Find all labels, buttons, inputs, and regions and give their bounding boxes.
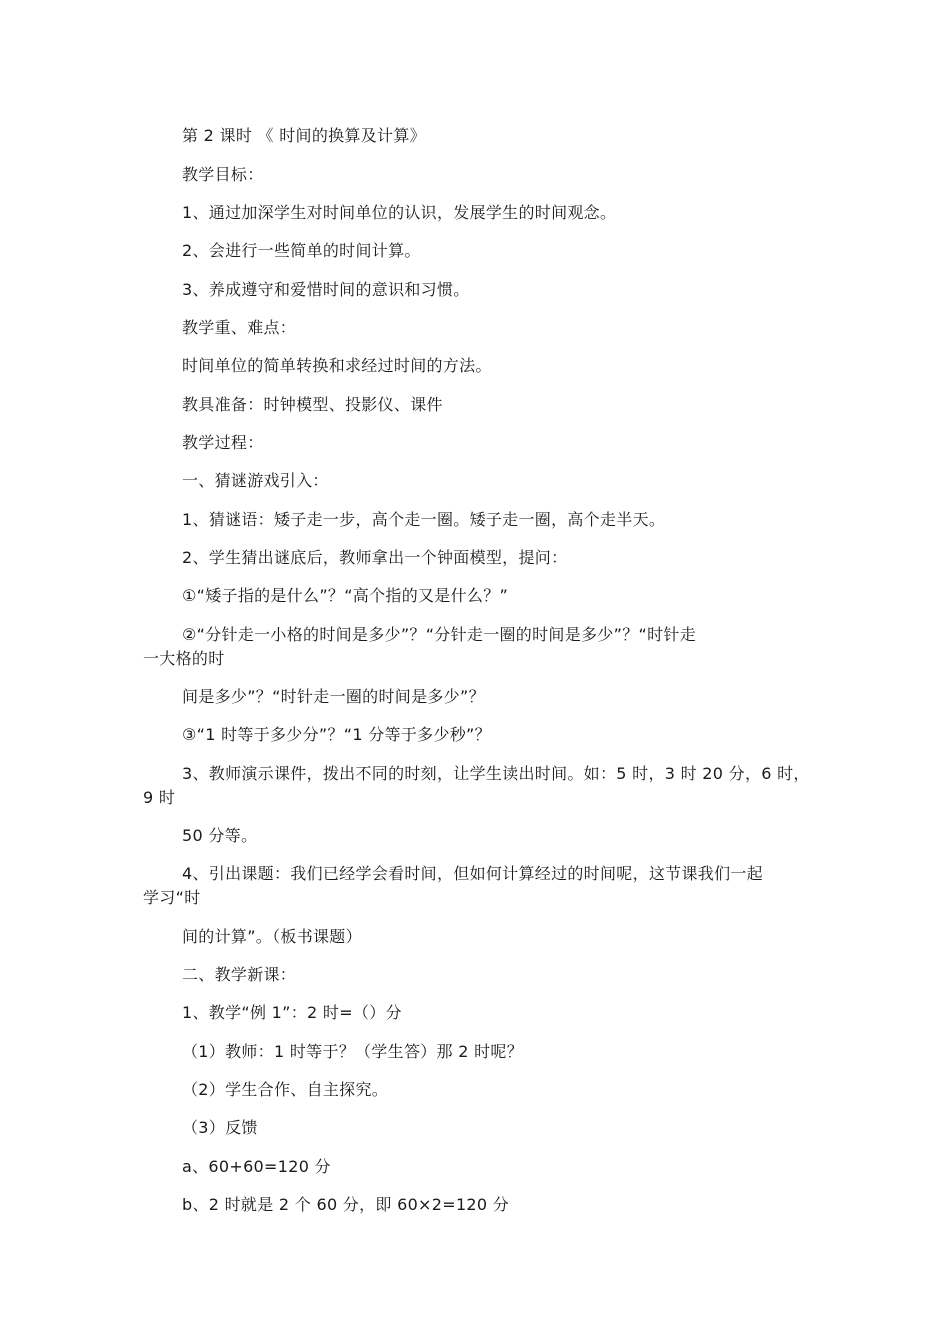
paragraph-wrap: 学习“时 <box>143 888 201 907</box>
paragraph: 4、引出课题：我们已经学会看时间，但如何计算经过的时间呢，这节课我们一起 <box>182 864 763 883</box>
question-2-wrap: 一大格的时 <box>143 649 225 668</box>
step-3: （3）反馈 <box>182 1118 258 1137</box>
lesson-title: 第 2 课时 《 时间的换算及计算》 <box>182 126 426 145</box>
answer-a: a、60+60=120 分 <box>182 1157 331 1176</box>
answer-b: b、2 时就是 2 个 60 分，即 60×2=120 分 <box>182 1195 510 1214</box>
question-3: ③“1 时等于多少分”？“1 分等于多少秒”？ <box>182 725 491 744</box>
paragraph: 2、学生猜出谜底后，教师拿出一个钟面模型，提问： <box>182 548 568 567</box>
step-1: （1）教师：1 时等于？（学生答）那 2 时呢？ <box>182 1042 523 1061</box>
example-1: 1、教学“例 1”：2 时=（）分 <box>182 1003 402 1022</box>
paragraph-cont: 间的计算”。（板书课题） <box>182 927 362 946</box>
paragraph-wrap: 9 时 <box>143 788 176 807</box>
question-2-cont: 间是多少”？“时针走一圈的时间是多少”？ <box>182 687 485 706</box>
question-2: ②“分针走一小格的时间是多少”？“分针走一圈的时间是多少”？“时针走 <box>182 625 696 644</box>
key-points-text: 时间单位的简单转换和求经过时间的方法。 <box>182 356 492 375</box>
section-2-heading: 二、教学新课： <box>182 965 297 984</box>
section-1-heading: 一、猜谜游戏引入： <box>182 471 329 490</box>
heading-objectives: 教学目标： <box>182 165 264 184</box>
paragraph: 1、猜谜语：矮子走一步，高个走一圈。矮子走一圈，高个走半天。 <box>182 510 666 529</box>
paragraph: 3、教师演示课件，拨出不同的时刻，让学生读出时间。如：5 时，3 时 20 分，6 时， <box>182 764 810 783</box>
objective-3: 3、养成遵守和爱惜时间的意识和习惯。 <box>182 280 470 299</box>
teaching-aids: 教具准备：时钟模型、投影仪、课件 <box>182 395 443 414</box>
heading-key-points: 教学重、难点： <box>182 318 297 337</box>
paragraph-cont: 50 分等。 <box>182 826 258 845</box>
question-1: ①“矮子指的是什么”？“高个指的又是什么？” <box>182 586 509 605</box>
objective-1: 1、通过加深学生对时间单位的认识，发展学生的时间观念。 <box>182 203 617 222</box>
step-2: （2）学生合作、自主探究。 <box>182 1080 389 1099</box>
heading-process: 教学过程： <box>182 433 264 452</box>
objective-2: 2、会进行一些简单的时间计算。 <box>182 241 421 260</box>
